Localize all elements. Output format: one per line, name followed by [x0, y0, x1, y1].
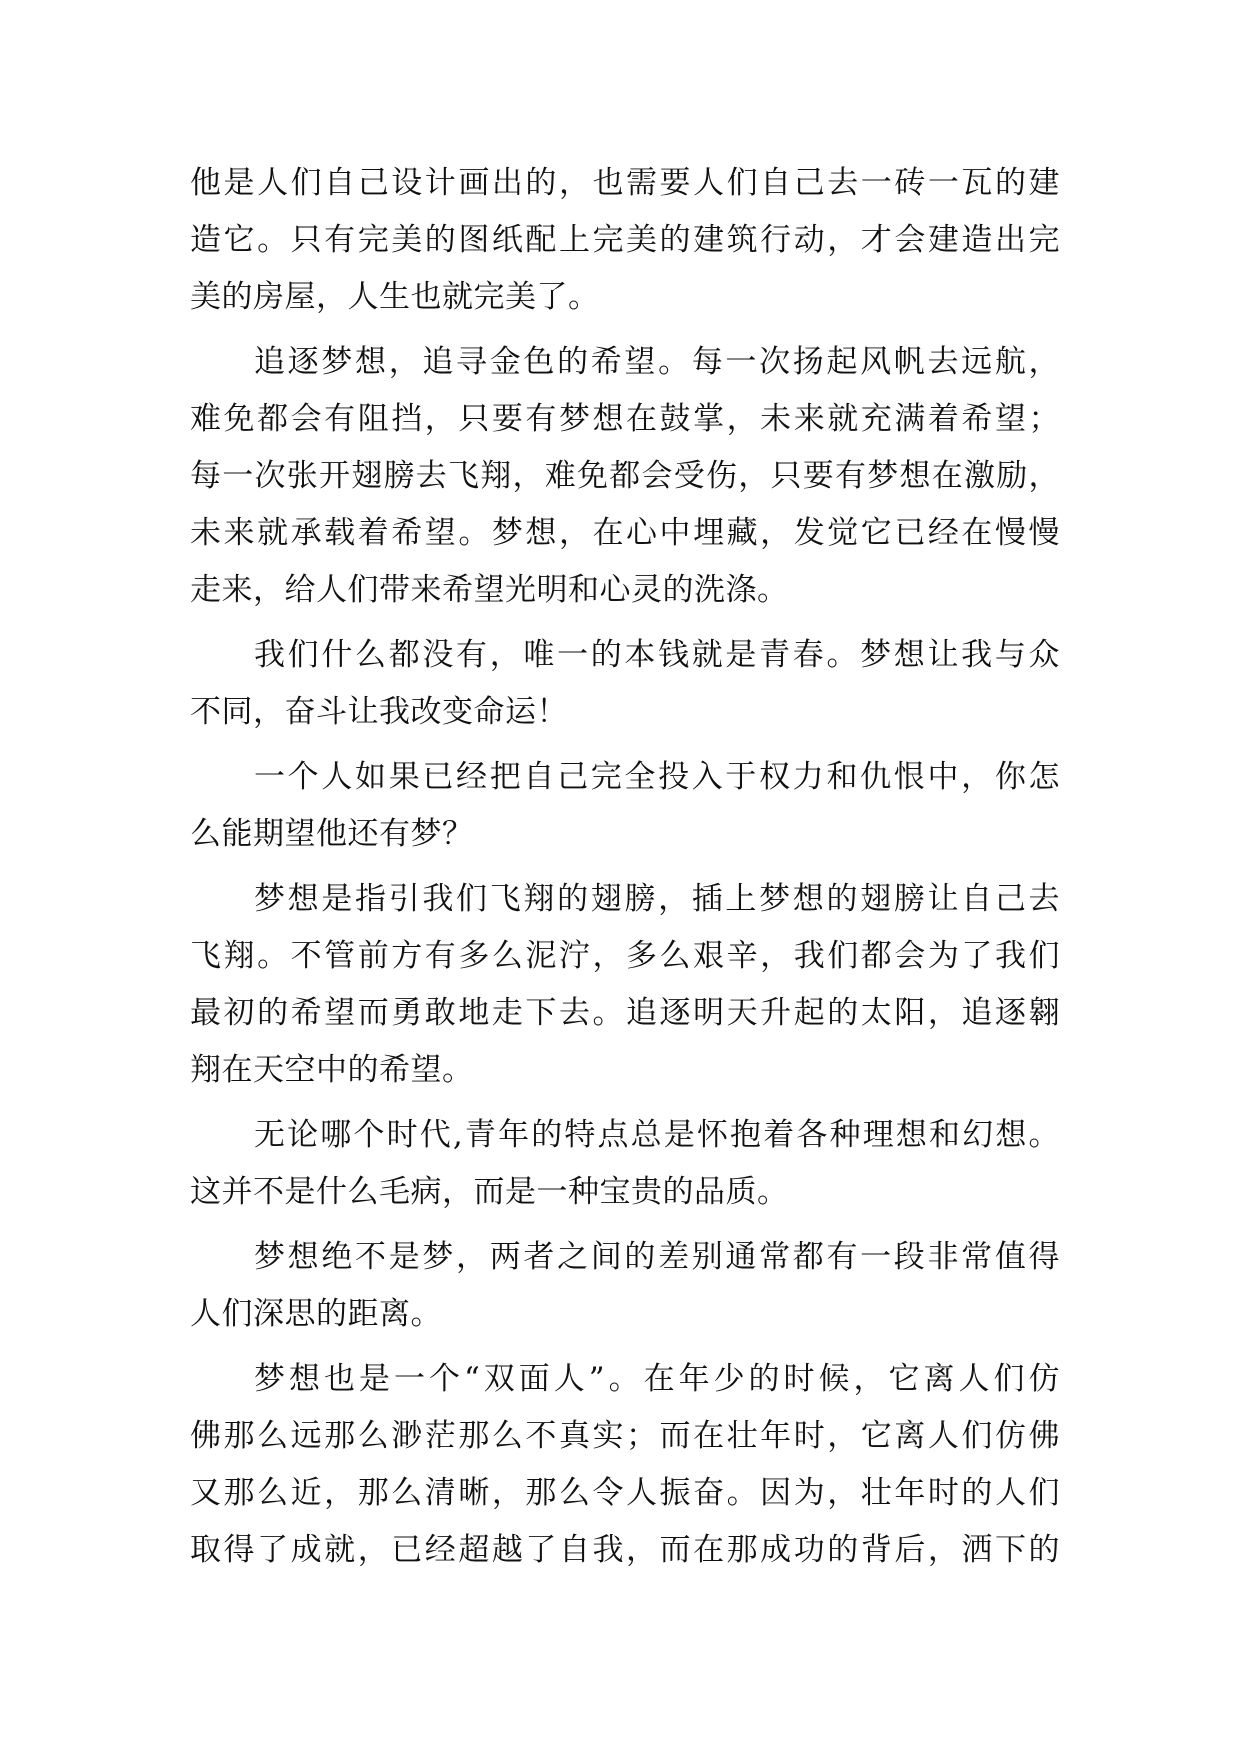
- text-line: 一个人如果已经把自己完全投入于权力和仇恨中，你怎: [254, 759, 1060, 795]
- text-line: 翔在天空中的希望。: [190, 1052, 474, 1088]
- text-line: 么能期望他还有梦？: [190, 816, 474, 852]
- text-line: 无论哪个时代,青年的特点总是怀抱着各种理想和幻想。: [254, 1117, 1060, 1153]
- paragraph: [190, 627, 1060, 741]
- paragraph: [190, 155, 1060, 326]
- paragraph: [190, 1229, 1060, 1343]
- text-line: 梦想绝不是梦，两者之间的差别通常都有一段非常值得: [254, 1239, 1060, 1275]
- text-line: 飞翔。不管前方有多么泥泞，多么艰辛，我们都会为了我们: [190, 938, 1060, 974]
- text-line: 梦想也是一个“双面人”。在年少的时候，它离人们仿: [254, 1361, 1060, 1397]
- text-line: 我们什么都没有，唯一的本钱就是青春。梦想让我与众: [254, 637, 1060, 673]
- text-line: 走来，给人们带来希望光明和心灵的洗涤。: [190, 572, 789, 608]
- paragraph: [190, 1351, 1060, 1579]
- paragraph: [190, 871, 1060, 1099]
- text-line: 又那么近，那么清晰，那么令人振奋。因为，壮年时的人们: [190, 1475, 1060, 1511]
- document-body: [190, 155, 1060, 1579]
- text-line: 难免都会有阻挡，只要有梦想在鼓掌，未来就充满着希望；: [190, 401, 1060, 437]
- text-line: 追逐梦想，追寻金色的希望。每一次扬起风帆去远航，: [254, 344, 1060, 380]
- text-line: 未来就承载着希望。梦想，在心中埋藏，发觉它已经在慢慢: [190, 515, 1060, 551]
- text-line: 美的房屋，人生也就完美了。: [190, 279, 600, 315]
- text-line: 最初的希望而勇敢地走下去。追逐明天升起的太阳，追逐翱: [190, 995, 1060, 1031]
- text-line: 佛那么远那么渺茫那么不真实；而在壮年时，它离人们仿佛: [190, 1418, 1060, 1454]
- text-line: 造它。只有完美的图纸配上完美的建筑行动，才会建造出完: [190, 222, 1060, 258]
- text-line: 每一次张开翅膀去飞翔，难免都会受伤，只要有梦想在激励，: [190, 458, 1060, 494]
- paragraph: [190, 749, 1060, 863]
- paragraph: [190, 1107, 1060, 1221]
- text-line: 不同，奋斗让我改变命运！: [190, 694, 568, 730]
- text-line: 人们深思的距离。: [190, 1296, 442, 1332]
- text-line: 这并不是什么毛病，而是一种宝贵的品质。: [190, 1174, 789, 1210]
- text-line: 梦想是指引我们飞翔的翅膀，插上梦想的翅膀让自己去: [254, 881, 1060, 917]
- paragraph: [190, 334, 1060, 619]
- text-line: 取得了成就，已经超越了自我，而在那成功的背后，洒下的: [190, 1532, 1060, 1568]
- text-line: 他是人们自己设计画出的，也需要人们自己去一砖一瓦的建: [190, 165, 1060, 201]
